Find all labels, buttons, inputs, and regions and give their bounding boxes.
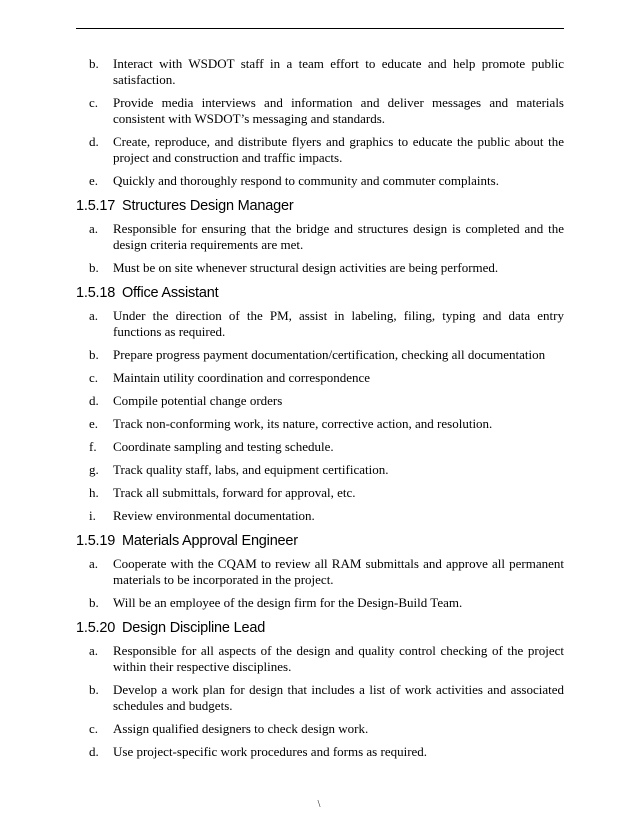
item-label: h.: [89, 485, 99, 500]
section-heading: [76, 619, 564, 637]
list-item: [76, 134, 564, 166]
list-item: [76, 595, 564, 611]
item-label: d.: [89, 393, 99, 408]
section-title: Structures Design Manager: [121, 198, 294, 214]
list-item: [76, 556, 564, 588]
list-item: [76, 260, 564, 276]
item-label: d.: [89, 744, 99, 759]
section-number: 1.5.18: [76, 285, 116, 301]
section-number: 1.5.20: [76, 620, 116, 636]
section-structures-design-manager: [76, 197, 564, 276]
item-label: c.: [89, 95, 99, 110]
item-text: Under the direction of the PM, assist in labeling, filing, typing and data entry functions as required.: [113, 308, 564, 339]
item-text: Use project-specific work procedures and forms as required.: [113, 744, 428, 759]
item-text: Develop a work plan for design that includes a list of work activities and associated schedules and budgets.: [113, 682, 564, 713]
list-item: [76, 95, 564, 127]
section-heading: [76, 197, 564, 215]
list-item: [76, 393, 564, 409]
item-text: Coordinate sampling and testing schedule.: [113, 439, 334, 454]
item-text: Quickly and thoroughly respond to community and commuter complaints.: [113, 173, 499, 188]
list-item: [76, 508, 564, 524]
item-text: Review environmental documentation.: [113, 508, 315, 523]
list-item: [76, 643, 564, 675]
item-label: b.: [89, 260, 99, 275]
item-text: Track all submittals, forward for approval, etc.: [113, 485, 356, 500]
item-label: b.: [89, 56, 99, 71]
item-label: a.: [89, 556, 99, 571]
list-item: [76, 416, 564, 432]
list-item: [76, 744, 564, 760]
item-text: Interact with WSDOT staff in a team effort to educate and help promote public satisfaction.: [113, 56, 564, 87]
item-label: g.: [89, 462, 99, 477]
section-heading: [76, 532, 564, 550]
item-text: Must be on site whenever structural design activities are being performed.: [113, 260, 499, 275]
list-item: [76, 485, 564, 501]
item-text: Prepare progress payment documentation/certification, checking all documentation: [113, 347, 546, 362]
list-item: [76, 56, 564, 88]
item-label: b.: [89, 682, 99, 697]
section-heading: [76, 284, 564, 302]
list-item: [76, 221, 564, 253]
document-body: [76, 56, 564, 767]
item-label: a.: [89, 308, 99, 323]
section-design-discipline-lead: [76, 619, 564, 760]
item-label: d.: [89, 134, 99, 149]
item-text: Assign qualified designers to check design work.: [113, 721, 369, 736]
item-text: Maintain utility coordination and correspondence: [113, 370, 371, 385]
item-label: i.: [89, 508, 96, 523]
item-text: Provide media interviews and information and deliver messages and materials consistent with WSDOT’s messaging and standards.: [113, 95, 564, 126]
page-number: \: [317, 799, 321, 810]
item-text: Compile potential change orders: [113, 393, 283, 408]
item-label: c.: [89, 721, 99, 736]
item-text: Responsible for ensuring that the bridge and structures design is completed and the design criteria requirements are met.: [113, 221, 564, 252]
item-label: a.: [89, 643, 99, 658]
list-item: [76, 173, 564, 189]
list-item: [76, 370, 564, 386]
section-number: 1.5.19: [76, 533, 116, 549]
list-item: [76, 308, 564, 340]
section-title: Office Assistant: [121, 285, 219, 301]
item-label: e.: [89, 416, 99, 431]
item-text: Responsible for all aspects of the design and quality control checking of the project within their respective disciplines.: [113, 643, 564, 674]
header-rule: [76, 28, 564, 29]
list-item: [76, 462, 564, 478]
item-label: b.: [89, 347, 99, 362]
item-text: Track non-conforming work, its nature, corrective action, and resolution.: [113, 416, 493, 431]
item-text: Track quality staff, labs, and equipment certification.: [113, 462, 389, 477]
item-label: c.: [89, 370, 99, 385]
item-label: b.: [89, 595, 99, 610]
item-label: e.: [89, 173, 99, 188]
intro-list: [76, 56, 564, 189]
item-label: f.: [89, 439, 97, 454]
list-item: [76, 347, 564, 363]
list-item: [76, 682, 564, 714]
item-label: a.: [89, 221, 99, 236]
section-office-assistant: [76, 284, 564, 524]
section-title: Materials Approval Engineer: [121, 533, 298, 549]
list-item: [76, 721, 564, 737]
item-text: Cooperate with the CQAM to review all RAM submittals and approve all permanent materials to be incorporated in the project.: [113, 556, 564, 587]
section-number: 1.5.17: [76, 198, 116, 214]
item-text: Create, reproduce, and distribute flyers and graphics to educate the public about the project and construction and traffic impacts.: [113, 134, 564, 165]
section-materials-approval-engineer: [76, 532, 564, 611]
item-text: Will be an employee of the design firm for the Design-Build Team.: [113, 595, 463, 610]
section-title: Design Discipline Lead: [121, 620, 266, 636]
list-item: [76, 439, 564, 455]
